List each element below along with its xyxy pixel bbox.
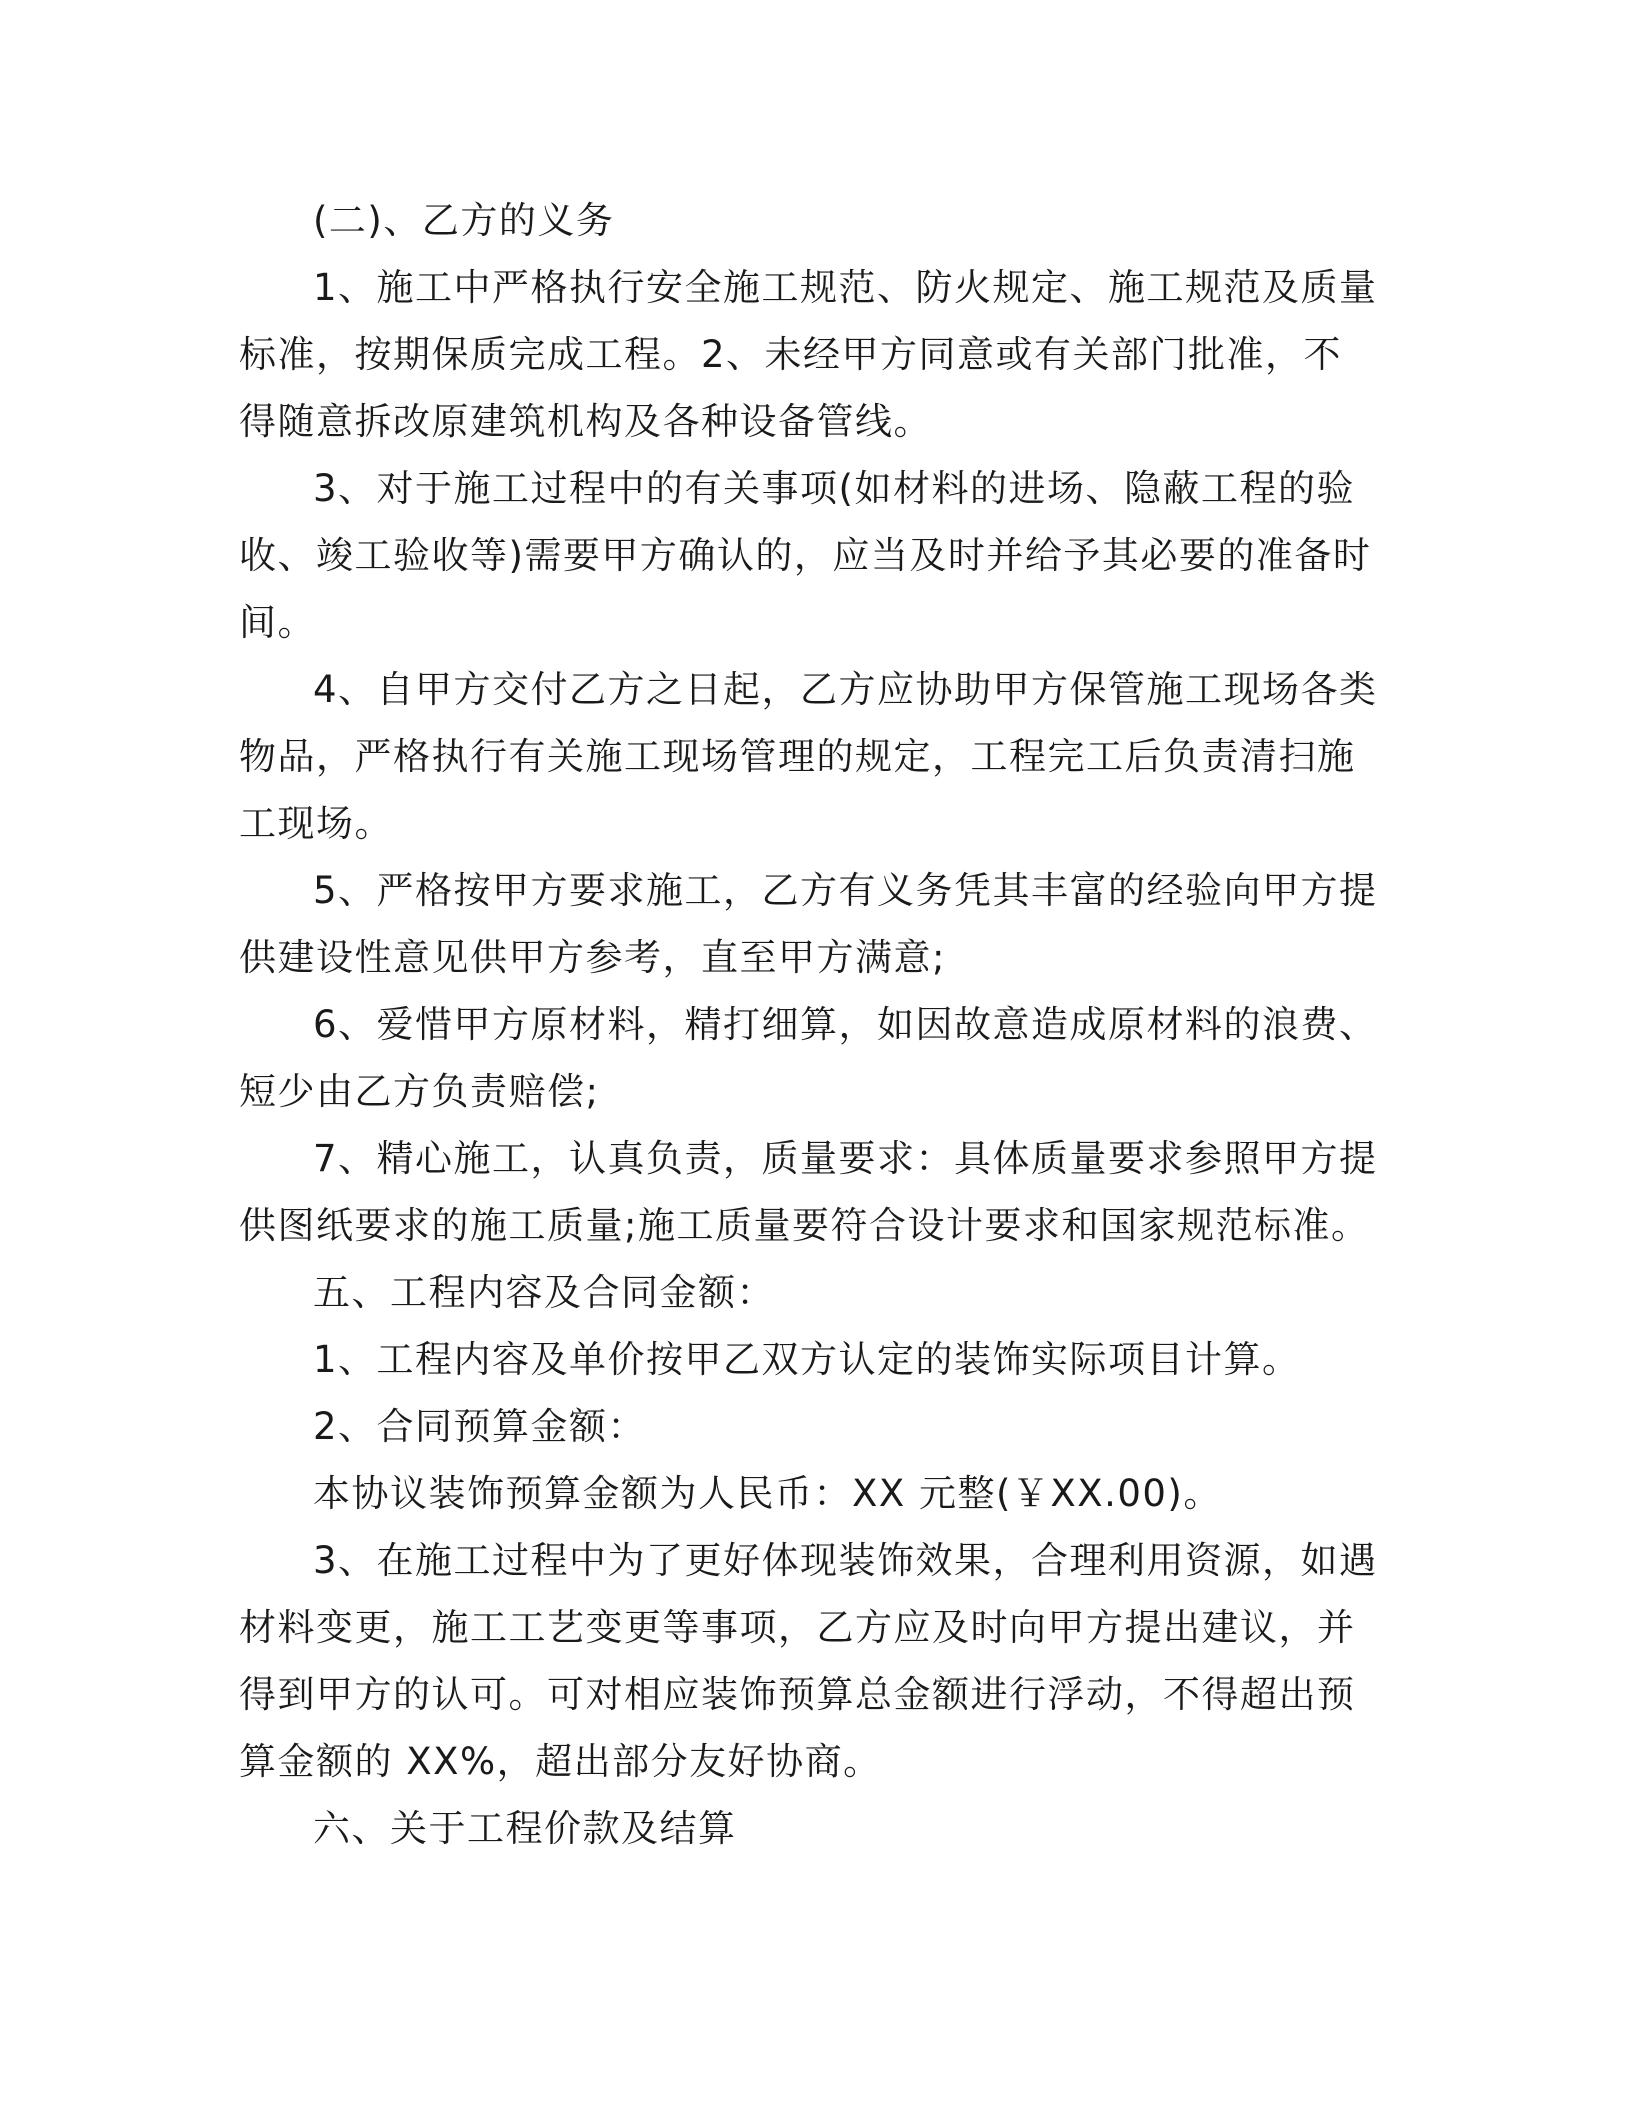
section-heading-price-settlement: 六、关于工程价款及结算	[313, 1807, 737, 1850]
clause-paragraph: 1、施工中严格执行安全施工规范、防火规定、施工规范及质量标准，按期保质完成工程。2、未经甲方同意或有关部门批准，不得随意拆改原建筑机构及各种设备管线。	[239, 266, 1378, 443]
clause-paragraph: 3、在施工过程中为了更好体现装饰效果，合理利用资源，如遇材料变更，施工工艺变更等事项，乙方应及时向甲方提出建议，并得到甲方的认可。可对相应装饰预算总金额进行浮动，不得超出预算金额的 XX%，超出部分友好协商。	[239, 1539, 1378, 1783]
clause-paragraph: 7、精心施工，认真负责，质量要求：具体质量要求参照甲方提供图纸要求的施工质量;施工质量要符合设计要求和国家规范标准。	[239, 1137, 1378, 1247]
section-heading-party-b-obligations: (二)、乙方的义务	[313, 199, 615, 242]
clause-paragraph: 3、对于施工过程中的有关事项(如材料的进场、隐蔽工程的验收、竣工验收等)需要甲方确认的，应当及时并给予其必要的准备时间。	[239, 467, 1372, 644]
budget-amount-paragraph: 本协议装饰预算金额为人民币：XX 元整(￥XX.00)。	[313, 1472, 1222, 1515]
clause-paragraph: 2、合同预算金额：	[313, 1405, 647, 1448]
section-heading-project-content: 五、工程内容及合同金额：	[313, 1271, 775, 1314]
clause-paragraph: 1、工程内容及单价按甲乙双方认定的装饰实际项目计算。	[313, 1338, 1301, 1381]
clause-paragraph: 6、爱惜甲方原材料，精打细算，如因故意造成原材料的浪费、短少由乙方负责赔偿;	[239, 1003, 1378, 1113]
document-body	[239, 187, 1379, 1862]
clause-paragraph: 4、自甲方交付乙方之日起，乙方应协助甲方保管施工现场各类物品，严格执行有关施工现场管理的规定，工程完工后负责清扫施工现场。	[239, 668, 1378, 845]
clause-paragraph: 5、严格按甲方要求施工，乙方有义务凭其丰富的经验向甲方提供建设性意见供甲方参考，直至甲方满意;	[239, 869, 1378, 979]
